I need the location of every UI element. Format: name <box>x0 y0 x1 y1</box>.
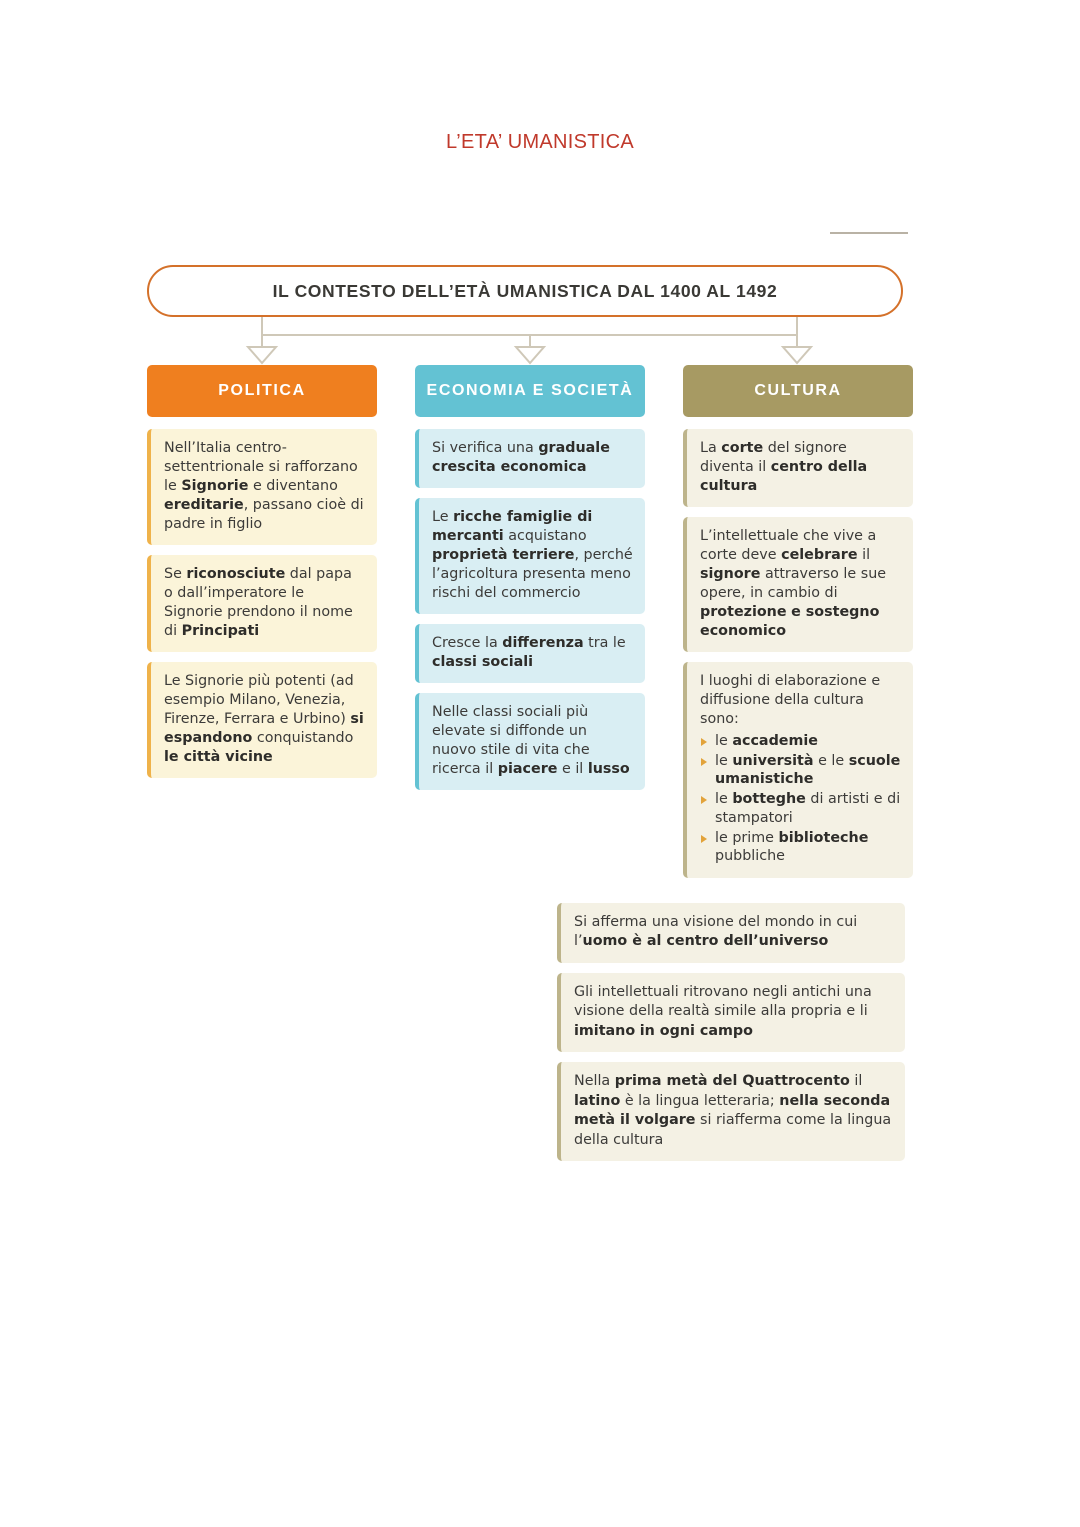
column-header-cultura: CULTURA <box>683 365 913 417</box>
column-header-politica: POLITICA <box>147 365 377 417</box>
card-cultura-list-intro: I luoghi di elaborazione e diffusione della cultura sono: <box>700 673 881 727</box>
card-wide-1: Si afferma una visione del mondo in cui l’uomo è al centro dell’universo <box>557 903 905 963</box>
list-item: le università e le scuole umanistiche <box>700 752 901 789</box>
list-item: le prime biblioteche pubbliche <box>700 829 901 866</box>
cultura-bullet-list <box>700 732 901 866</box>
card-wide-3: Nella prima metà del Quattrocento il latino è la lingua letteraria; nella seconda metà il volgare si riafferma come la lingua della cultura <box>557 1062 905 1161</box>
bottom-card-stack <box>557 903 905 1171</box>
card-politica-2: Se riconosciute dal papa o dall’imperatore le Signorie prendono il nome di Principati <box>147 555 377 652</box>
card-economia-4: Nelle classi sociali più elevate si diffonde un nuovo stile di vita che ricerca il piacere e il lusso <box>415 693 645 790</box>
card-wide-2: Gli intellettuali ritrovano negli antichi una visione della realtà simile alla propria e li imitano in ogni campo <box>557 973 905 1052</box>
column-economia <box>415 365 645 800</box>
concept-map <box>142 255 932 1205</box>
card-cultura-list <box>683 662 913 878</box>
list-item: le accademie <box>700 732 901 751</box>
card-cultura-1: La corte del signore diventa il centro della cultura <box>683 429 913 507</box>
card-cultura-2: L’intellettuale che vive a corte deve celebrare il signore attraverso le sue opere, in cambio di protezione e sostegno economico <box>683 517 913 652</box>
card-politica-3: Le Signorie più potenti (ad esempio Milano, Venezia, Firenze, Ferrara e Urbino) si espandono conquistando le città vicine <box>147 662 377 778</box>
card-economia-3: Cresce la differenza tra le classi sociali <box>415 624 645 683</box>
card-politica-1: Nell’Italia centro-settentrionale si rafforzano le Signorie e diventano ereditarie, passano cioè di padre in figlio <box>147 429 377 545</box>
top-rule-divider <box>830 232 908 234</box>
page-title: L’ETA’ UMANISTICA <box>445 131 635 153</box>
root-node <box>147 265 903 317</box>
list-item: le botteghe di artisti e di stampatori <box>700 790 901 827</box>
card-economia-1: Si verifica una graduale crescita economica <box>415 429 645 488</box>
column-cultura <box>683 365 913 888</box>
root-node-label: IL CONTESTO DELL’ETÀ UMANISTICA DAL 1400 AL 1492 <box>272 280 778 301</box>
column-header-economia: ECONOMIA E SOCIETÀ <box>415 365 645 417</box>
column-politica <box>147 365 377 788</box>
card-economia-2: Le ricche famiglie di mercanti acquistano proprietà terriere, perché l’agricoltura presenta meno rischi del commercio <box>415 498 645 614</box>
